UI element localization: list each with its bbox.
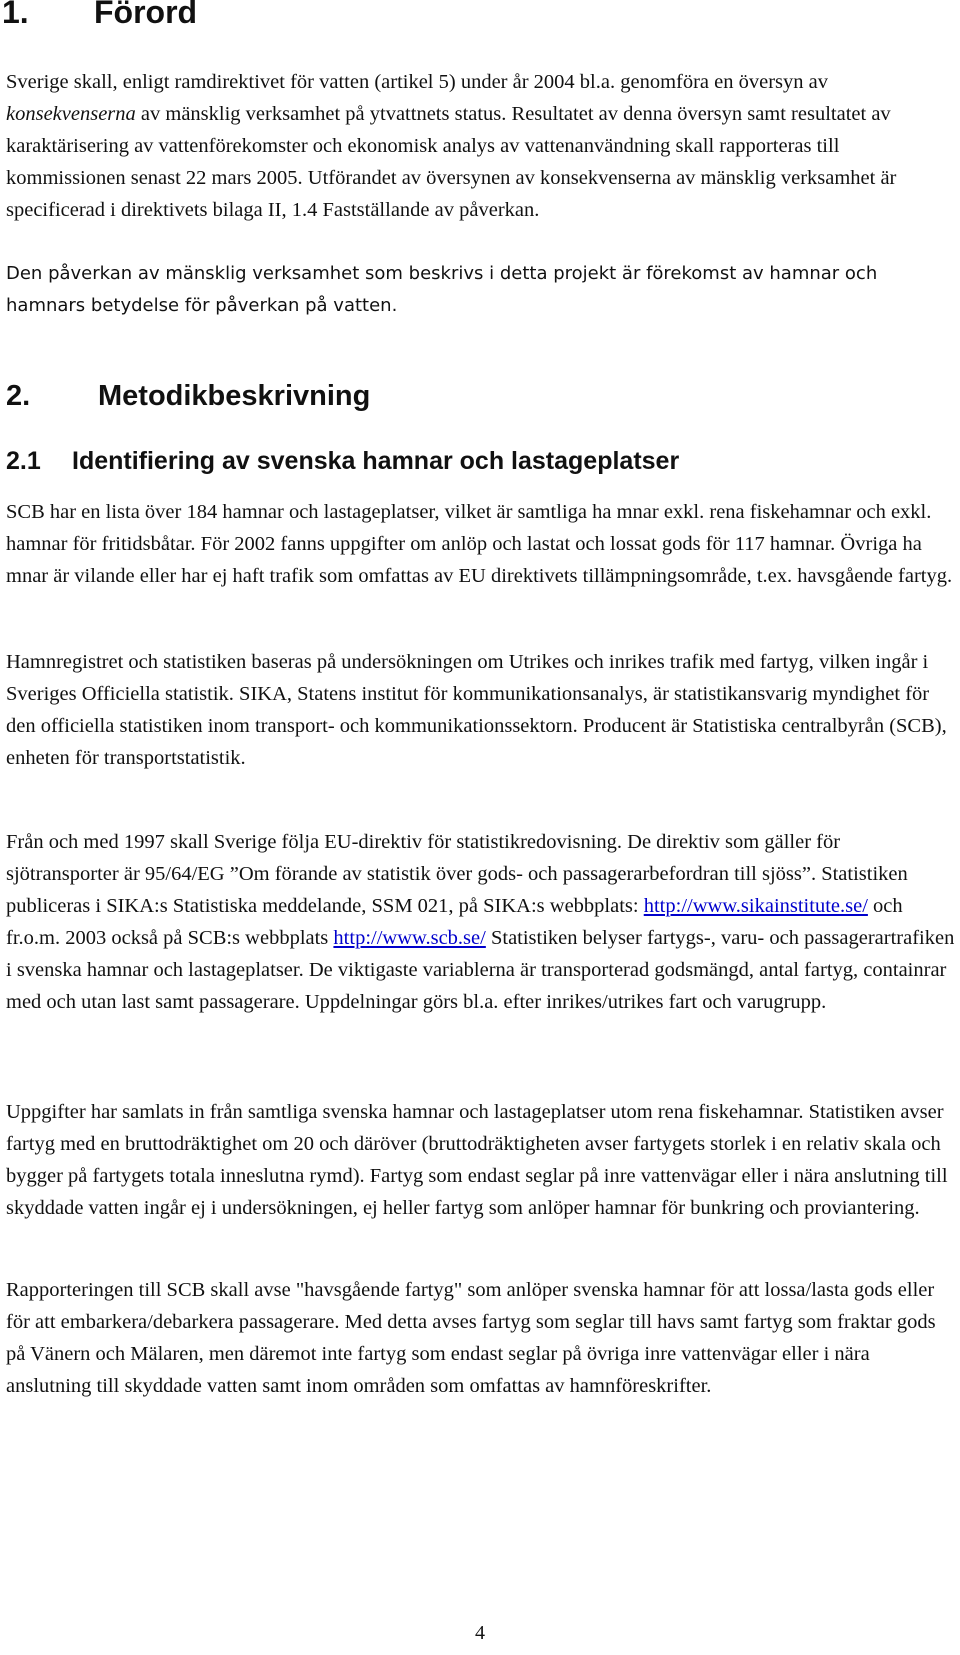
text-run: av mänsklig verksamhet på ytvattnets status. Resultatet av denna översyn samt resultatet av karaktärisering av vattenförekomster och ekonomisk analys av vattenanvändning skall rapporteras till kommissionen senast 22 mars 2005. Utförandet av översynen av konsekvenserna av mänsklig verksamhet är specificerad i direktivets bilaga II, 1.4 Fastställande av påverkan. xyxy=(6,103,897,221)
paragraph-forord-1 xyxy=(6,66,956,226)
text-run: Statistiken belyser fartygs-, varu- och passagerartrafiken i svenska hamnar och lastageplatser. De viktigaste variablerna är transporterad godsmängd, antal fartyg, containrar med och utan last samt passagerare. Uppdelningar görs bl.a. efter inrikes/utrikes fart och varugrupp. xyxy=(6,927,955,1013)
paragraph-identifiering-5: Rapporteringen till SCB skall avse "havsgående fartyg" som anlöper svenska hamnar för att lossa/lasta gods eller för att embarkera/debarkera passagerare. Med detta avses fartyg som seglar till havs samt fartyg som fraktar gods på Vänern och Mälaren, men däremot inte fartyg som endast seglar på övriga inre vattenvägar eller i nära anslutning till skyddade vatten samt inom områden som omfattas av hamnföreskrifter. xyxy=(6,1279,936,1397)
text-run: och fr.o.m. 2003 också på SCB:s webbplats xyxy=(6,895,903,949)
section-number: 2. xyxy=(6,380,31,412)
section-heading-forord xyxy=(2,0,197,30)
text-run: Från och med 1997 skall Sverige följa EU-direktiv för statistikredovisning. De direktiv som gäller för sjötransporter är 95/64/EG ”Om förande av statistik över gods- och passagerarbefordran till sjöss”. Statistiken publiceras i SIKA:s Statistiska meddelande, SSM 021, på SIKA:s webbplats: xyxy=(6,831,908,917)
section-number: 1. xyxy=(2,0,29,30)
paragraph-identifiering-2: Hamnregistret och statistiken baseras på undersökningen om Utrikes och inrikes trafik med fartyg, vilken ingår i Sveriges Officiella statistik. SIKA, Statens institut för kommunikationsanalys, är statistikansvarig myndighet för den officiella statistiken inom transport- och kommunikationssektorn. Producent är Statistiska centralbyrån (SCB), enheten för transportstatistik. xyxy=(6,651,947,769)
section-title: Metodikbeskrivning xyxy=(98,380,371,412)
paragraph-identifiering-3 xyxy=(6,826,956,1018)
section-title: Förord xyxy=(94,0,198,30)
paragraph-identifiering-1: SCB har en lista över 184 hamnar och lastageplatser, vilket är samtliga ha mnar exkl. rena fiskehamnar och exkl. hamnar för fritidsbåtar. För 2002 fanns uppgifter om anlöp och lastat och lossat gods för 117 hamnar. Övriga ha mnar är vilande eller har ej haft trafik som omfattas av EU direktivets tillämpningsområde, t.ex. havsgående fartyg. xyxy=(6,501,953,587)
paragraph-forord-2: Den påverkan av mänsklig verksamhet som beskrivs i detta projekt är förekomst av hamnar och hamnars betydelse för påverkan på vatten. xyxy=(6,263,878,316)
paragraph-identifiering-4: Uppgifter har samlats in från samtliga svenska hamnar och lastageplatser utom rena fiskehamnar. Statistiken avser fartyg med en bruttodräktighet om 20 och däröver (bruttodräktigheten avser fartygets storlek i en relativ skala och bygger på fartygets totala inneslutna rymd). Fartyg som endast seglar på inre vattenvägar eller i nära anslutning till skyddade vatten ingår ej i undersökningen, ej heller fartyg som anlöper hamnar för bunkring och proviantering. xyxy=(6,1101,948,1219)
subsection-title: Identifiering av svenska hamnar och lastageplatser xyxy=(72,447,680,475)
sika-website-link[interactable]: http://www.sikainstitute.se/ xyxy=(643,895,868,917)
subsection-number: 2.1 xyxy=(6,447,41,475)
scb-website-link[interactable]: http://www.scb.se/ xyxy=(333,927,486,949)
subsection-heading-identifiering xyxy=(6,446,679,476)
text-run: Sverige skall, enligt ramdirektivet för vatten (artikel 5) under år 2004 bl.a. genomföra en översyn av xyxy=(6,71,829,93)
emphasis-konsekvenserna: konsekvenserna xyxy=(6,103,136,125)
section-heading-metodik xyxy=(6,378,370,414)
page-number: 4 xyxy=(475,1622,485,1644)
